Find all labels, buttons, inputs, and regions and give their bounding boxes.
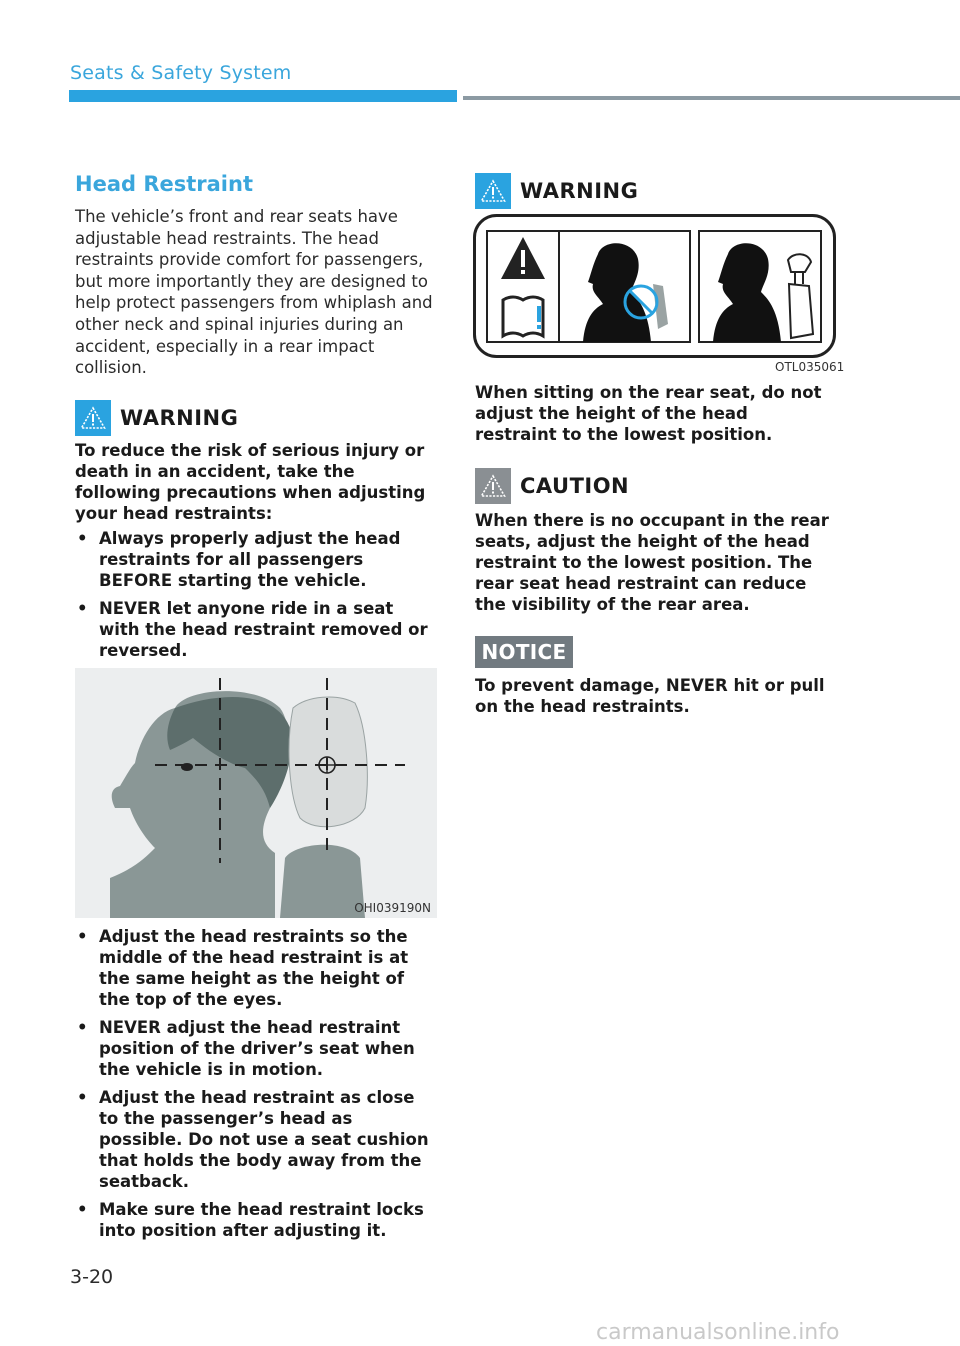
page-number: 3-20 <box>70 1266 114 1288</box>
warning-header-right <box>475 173 638 209</box>
notice-badge: NOTICE <box>475 636 573 668</box>
head-restraint-figure <box>75 668 437 918</box>
figure-caption-code: OTL035061 <box>775 360 845 374</box>
watermark-url: carmanualsonline.info <box>596 1320 840 1345</box>
warning-label: WARNING <box>120 406 239 430</box>
warning-bullets <box>75 528 437 668</box>
adjustment-bullets <box>75 926 437 1248</box>
list-item: • Always properly adjust the head restraints for all passengers BEFORE starting the vehicle. <box>75 528 437 591</box>
notice-text: To prevent damage, NEVER hit or pull on the head restraints. <box>475 676 825 716</box>
warning-text: To reduce the risk of serious injury or death in an accident, take the following precautions when adjusting your head restraints: <box>75 441 426 523</box>
warning-label: WARNING <box>520 179 639 203</box>
header-accent-bar <box>69 90 457 102</box>
rear-headrest-illustration <box>473 214 836 358</box>
section-title: Seats & Safety System <box>70 62 292 84</box>
list-item: • Make sure the head restraint locks into position after adjusting it. <box>75 1199 437 1241</box>
header-divider <box>463 96 960 100</box>
list-item: • Adjust the head restraint as close to the passenger’s head as possible. Do not use a seat cushion that holds the body away from the seatback. <box>75 1087 437 1192</box>
figure-caption-code: OHI039190N <box>354 901 431 915</box>
list-item: • NEVER let anyone ride in a seat with the head restraint removed or reversed. <box>75 598 437 661</box>
intro-paragraph: The vehicle’s front and rear seats have adjustable head restraints. The head restraints provide comfort for passengers, but more importantly they are designed to help protect passengers from whiplash and other neck and spinal injuries during an accident, especially in a rear impact collision. <box>75 207 433 378</box>
caution-text: When there is no occupant in the rear seats, adjust the height of the head restraint to the lowest position. The rear seat head restraint can reduce the visibility of the rear area. <box>475 511 829 614</box>
rear-seat-warning-figure <box>473 214 836 358</box>
warning-triangle-icon <box>475 173 511 209</box>
caution-header <box>475 468 629 504</box>
rear-seat-warning-text: When sitting on the rear seat, do not adjust the height of the head restraint to the lowest position. <box>475 383 822 444</box>
page-heading: Head Restraint <box>75 172 253 196</box>
warning-triangle-icon <box>75 400 111 436</box>
head-restraint-illustration <box>75 668 437 918</box>
warning-header-left <box>75 400 238 436</box>
list-item: • Adjust the head restraints so the middle of the head restraint is at the same height as the height of the top of the eyes. <box>75 926 437 1010</box>
caution-triangle-icon <box>475 468 511 504</box>
list-item: • NEVER adjust the head restraint position of the driver’s seat when the vehicle is in motion. <box>75 1017 437 1080</box>
caution-label: CAUTION <box>520 474 630 498</box>
